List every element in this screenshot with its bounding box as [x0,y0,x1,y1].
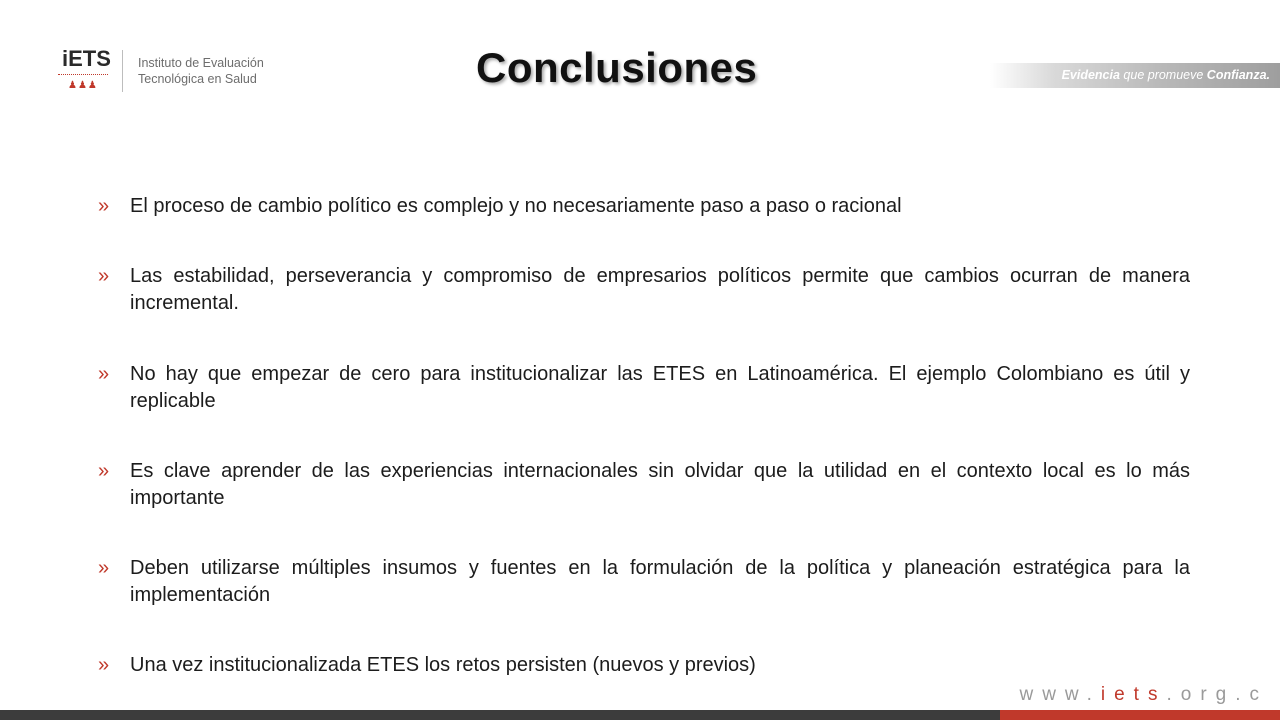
bullet-text: Deben utilizarse múltiples insumos y fuentes en la formulación de la política y planeación estratégica para la implementación [130,557,1190,606]
list-item [98,263,1190,317]
list-item [98,555,1190,609]
slogan-part-2: que promueve [1119,68,1207,82]
bullet-marker-icon: » [98,460,110,482]
bullet-text: Una vez institucionalizada ETES los retos persisten (nuevos y previos) [130,654,756,676]
bullet-text: Es clave aprender de las experiencias internacionales sin olvidar que la utilidad en el contexto local es lo más importante [130,460,1190,509]
slide-title: Conclusiones [476,44,758,91]
conclusions-list [98,193,1190,679]
iets-logo [58,46,288,96]
slogan-part-1: Evidencia [1061,68,1120,82]
list-item [98,193,1190,220]
bullet-marker-icon: » [98,654,110,676]
bullet-marker-icon: » [98,195,110,217]
logo-text [138,55,264,87]
slogan-part-3: Confianza. [1206,68,1270,82]
bullet-marker-icon: » [98,363,110,385]
list-item [98,652,1190,679]
logo-dotted-line [58,74,108,79]
bullet-marker-icon: » [98,265,110,287]
footer-url-highlight: iets [1100,684,1167,705]
footer-bar [0,710,1280,720]
footer-url[interactable] [1019,684,1268,706]
logo-people-icon: ♟♟♟ [68,80,98,91]
list-item [98,458,1190,512]
footer-url-prefix: www. [1019,684,1101,705]
slogan [1062,68,1270,82]
logo-divider [122,50,123,92]
slogan-bar [990,63,1280,88]
footer-url-suffix: .org.c [1166,684,1268,705]
logo-line-1: Instituto de Evaluación [138,56,264,70]
bullet-text: El proceso de cambio político es complejo y no necesariamente paso a paso o racional [130,195,902,217]
bullet-text: No hay que empezar de cero para institucionalizar las ETES en Latinoamérica. El ejemplo Colombiano es útil y replicable [130,363,1190,412]
logo-line-2: Tecnológica en Salud [138,72,257,86]
bullet-marker-icon: » [98,557,110,579]
logo-letters: iETS [62,46,111,71]
iets-logo-mark [58,46,111,96]
list-item [98,361,1190,415]
bullet-text: Las estabilidad, perseverancia y compromiso de empresarios políticos permite que cambios ocurran de manera incremental. [130,265,1190,314]
footer-bar-accent [1000,710,1280,720]
